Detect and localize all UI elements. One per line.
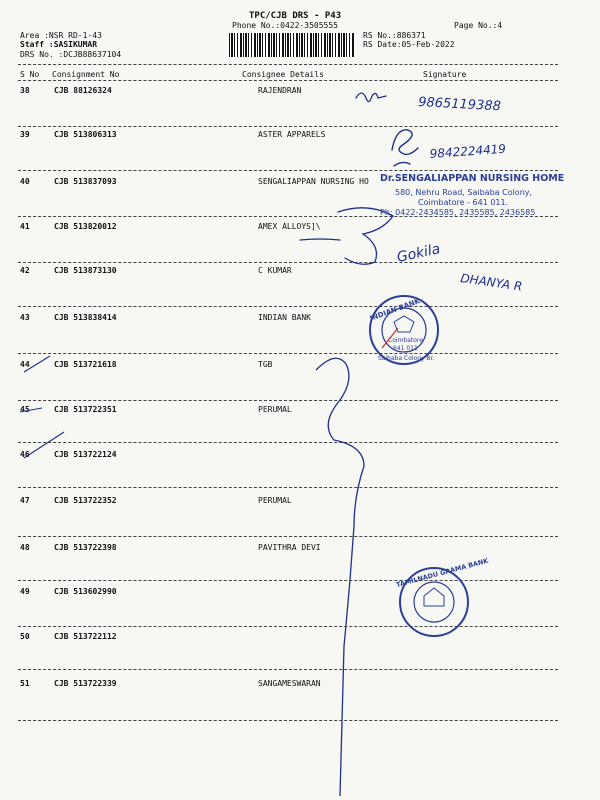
table-row — [0, 450, 600, 460]
row-sno: 51 — [20, 679, 30, 688]
row-divider — [18, 306, 558, 307]
handwriting-row-42b: DHANYA R — [459, 271, 524, 294]
row-divider — [18, 353, 558, 354]
table-row — [0, 86, 600, 96]
row-consignee: INDIAN BANK — [258, 313, 311, 322]
row-consignment: CJB 513722352 — [54, 496, 117, 505]
row-consignment: CJB 513602990 — [54, 587, 117, 596]
row-consignee: PAVITHRA DEVI — [258, 543, 321, 552]
column-header-consignee: Consignee Details — [242, 70, 324, 79]
handwriting-row-39: 9842224419 — [429, 141, 507, 161]
row-consignment: CJB 88126324 — [54, 86, 112, 95]
row-sno: 46 — [20, 450, 30, 459]
table-row — [0, 496, 600, 506]
table-row — [0, 679, 600, 689]
row-sno: 49 — [20, 587, 30, 596]
row-consignment: CJB 513722339 — [54, 679, 117, 688]
row-sno: 50 — [20, 632, 30, 641]
table-row — [0, 587, 600, 597]
table-row — [0, 266, 600, 276]
row-consignee: SANGAMESWARAN — [258, 679, 321, 688]
row-divider — [18, 262, 558, 263]
nursing-home-stamp-address2: Coimbatore - 641 011. — [418, 198, 509, 207]
row-divider — [18, 400, 558, 401]
indian-bank-stamp-city: Coimbatore — [388, 337, 423, 344]
handwriting-row-42a: Gokila — [395, 241, 442, 266]
doc-title: TPC/CJB DRS - P43 — [249, 11, 342, 21]
row-consignee: PERUMAL — [258, 496, 292, 505]
drs-number: DRS No. :DCJB88637104 — [20, 50, 122, 59]
row-sno: 41 — [20, 222, 30, 231]
barcode — [229, 33, 355, 57]
row-divider — [18, 442, 558, 443]
table-row — [0, 360, 600, 370]
indian-bank-stamp-branch: Saibaba Colony Br. — [378, 355, 435, 362]
row-consignment: CJB 513837093 — [54, 177, 117, 186]
grama-bank-stamp-text: TAMILNADU GRAMA BANK — [395, 556, 490, 590]
row-sno: 48 — [20, 543, 30, 552]
row-divider — [18, 487, 558, 488]
row-consignment: CJB 513722351 — [54, 405, 117, 414]
row-consignee: C KUMAR — [258, 266, 292, 275]
handwritten-stroke — [316, 358, 364, 796]
table-row — [0, 130, 600, 140]
row-divider — [18, 669, 558, 670]
row-consignee: ASTER APPARELS — [258, 130, 326, 139]
table-row — [0, 405, 600, 415]
row-divider — [18, 216, 558, 217]
row-divider — [18, 126, 558, 127]
row-sno: 45 — [20, 405, 30, 414]
row-consignment: CJB 513806313 — [54, 130, 117, 139]
indian-bank-stamp-top: INDIAN BANK — [368, 297, 421, 323]
row-consignment: CJB 513722398 — [54, 543, 117, 552]
row-sno: 44 — [20, 360, 30, 369]
row-consignee: SENGALIAPPAN NURSING HO — [258, 177, 369, 186]
divider — [18, 64, 558, 65]
row-consignee: PERUMAL — [258, 405, 292, 414]
nursing-home-stamp-phone: Ph: 0422-2434585, 2435585, 2436585 — [380, 208, 536, 217]
row-consignment: CJB 513820012 — [54, 222, 117, 231]
page-number: Page No.:4 — [454, 21, 503, 30]
row-divider — [18, 580, 558, 581]
indian-bank-stamp-pin: 641 011 — [393, 345, 418, 352]
table-row — [0, 177, 600, 187]
row-divider — [18, 626, 558, 627]
row-sno: 43 — [20, 313, 30, 322]
column-header-consignment: Consignment No — [52, 70, 120, 79]
row-divider — [18, 536, 558, 537]
row-consignment: CJB 513721618 — [54, 360, 117, 369]
table-row — [0, 543, 600, 553]
area-label: Area :NSR RD-1-43 — [20, 31, 102, 40]
row-sno: 40 — [20, 177, 30, 186]
row-consignment: CJB 513838414 — [54, 313, 117, 322]
row-consignment: CJB 513873130 — [54, 266, 117, 275]
column-header-signature: Signature — [423, 70, 467, 79]
nursing-home-stamp-address1: 580, Nehru Road, Saibaba Colony, — [395, 188, 533, 197]
divider — [18, 80, 558, 81]
table-row — [0, 222, 600, 232]
row-consignment: CJB 513722124 — [54, 450, 117, 459]
row-sno: 39 — [20, 130, 30, 139]
handwriting-row-38: 9865119388 — [417, 95, 502, 115]
row-consignee: AMEX ALLOYS]\ — [258, 222, 321, 231]
row-divider — [18, 720, 558, 721]
table-row — [0, 632, 600, 642]
rs-number: RS No.:886371 — [363, 31, 426, 40]
row-consignment: CJB 513722112 — [54, 632, 117, 641]
row-consignee: TGB — [258, 360, 273, 369]
row-divider — [18, 170, 558, 171]
row-consignee: RAJENDRAN — [258, 86, 302, 95]
staff-label: Staff :SASIKUMAR — [20, 40, 98, 49]
column-header-sno: S No — [20, 70, 40, 79]
phone-number: Phone No.:0422-3505555 — [232, 21, 338, 30]
row-sno: 38 — [20, 86, 30, 95]
row-sno: 42 — [20, 266, 30, 275]
table-row — [0, 313, 600, 323]
rs-date: RS Date:05-Feb-2022 — [363, 40, 455, 49]
nursing-home-stamp-title: Dr.SENGALIAPPAN NURSING HOME — [380, 173, 565, 184]
row-sno: 47 — [20, 496, 30, 505]
